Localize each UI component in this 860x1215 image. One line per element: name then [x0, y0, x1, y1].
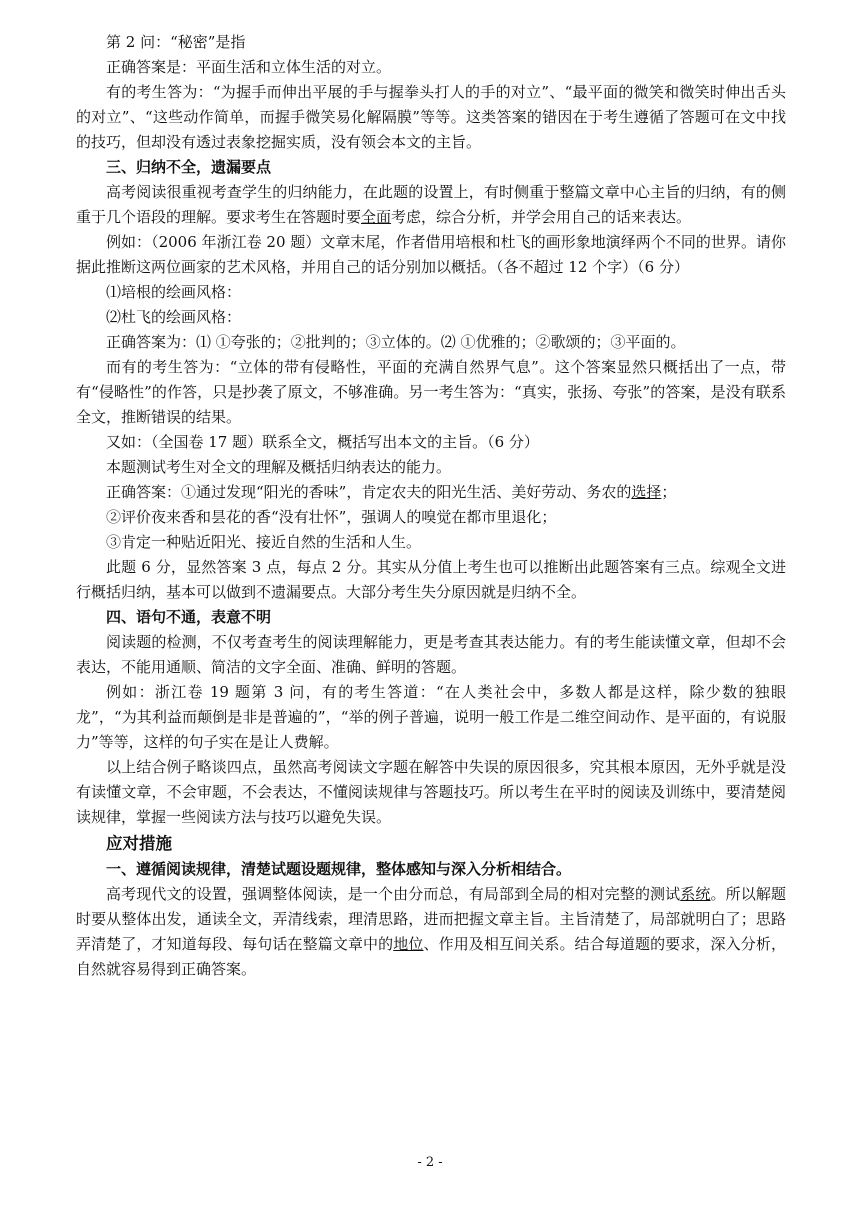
paragraph: 阅读题的检测，不仅考查考生的阅读理解能力，更是考查其表达能力。有的考生能读懂文章，但却不会表达，不能用通顺、简洁的文字全面、准确、鲜明的答题。: [76, 633, 786, 676]
section-heading: 三、归纳不全，遗漏要点: [106, 158, 272, 176]
paragraph: [76, 882, 786, 982]
paragraph: ③肯定一种贴近阳光、接近自然的生活和人生。: [106, 533, 422, 551]
paragraph: 正确答案是：平面生活和立体生活的对立。: [106, 58, 392, 76]
paragraph: 以上结合例子略谈四点，虽然高考阅读文字题在解答中失误的原因很多，究其根本原因，无外乎就是没有读懂文章，不会审题，不会表达，不懂阅读规律与答题技巧。所以考生在平时的阅读及训练中，要清楚阅读规律，掌握一些阅读方法与技巧以避免失误。: [76, 758, 786, 826]
paragraph: 例如：浙江卷 19 题第 3 问，有的考生答道：“在人类社会中，多数人都是这样，除少数的独眼龙”，“为其利益而颠倒是非是普遍的”，“举的例子普遍，说明一般工作是二维空间动作、是平面的，有说服力”等等，这样的句子实在是让人费解。: [76, 683, 786, 751]
paragraph: 此题 6 分，显然答案 3 点，每点 2 分。其实从分值上考生也可以推断出此题答案有三点。综观全文进行概括归纳，基本可以做到不遗漏要点。大部分考生失分原因就是归纳不全。: [76, 558, 786, 601]
text-run: 正确答案：①通过发现“阳光的香味”，肯定农夫的阳光生活、美好劳动、务农的: [106, 483, 632, 501]
underlined-text: 全面: [361, 208, 392, 226]
underlined-text: 选择: [631, 483, 662, 501]
paragraph: 有的考生答为：“为握手而伸出平展的手与握拳头打人的手的对立”、“最平面的微笑和微笑时伸出舌头的对立”、“这些动作简单，而握手微笑易化解隔膜”等等。这类答案的错因在于考生遵循了答题可在文中找的技巧，但却没有透过表象挖掘实质，没有领会本文的主旨。: [76, 83, 786, 151]
document-body: [76, 30, 786, 982]
paragraph: 而有的考生答为：“立体的带有侵略性，平面的充满自然界气息”。这个答案显然只概括出了一点，带有“侵略性”的作答，只是抄袭了原文，不够准确。另一考生答为：“真实，张扬、夸张”的答案，是没有联系全文，推断错误的结果。: [76, 358, 786, 426]
section-heading: 应对措施: [106, 834, 172, 853]
text-run: 高考现代文的设置，强调整体阅读，是一个由分而总，有局部到全局的相对完整的测试: [106, 885, 681, 903]
section-heading: 四、语句不通，表意不明: [106, 608, 272, 626]
text-run: ；: [661, 483, 677, 501]
paragraph: ②评价夜来香和昙花的香“没有壮怀”，强调人的嗅觉在都市里退化；: [106, 508, 557, 526]
underlined-text: 地位: [393, 935, 424, 953]
text-run: 高考阅读很重视考查学生的归纳能力，在此题的设置上，有时侧重于整篇文章中心主旨的归纳，有的侧重于几个语段的理解。要求考生在答题时要: [76, 183, 786, 226]
page-number: - 2 -: [417, 1155, 443, 1170]
paragraph: 正确答案为：⑴ ①夸张的；②批判的；③立体的。⑵ ①优雅的；②歌颂的；③平面的。: [106, 333, 686, 351]
paragraph: 又如：（全国卷 17 题）联系全文，概括写出本文的主旨。（6 分）: [106, 433, 539, 451]
paragraph: 第 2 问：“秘密”是指: [106, 33, 246, 51]
paragraph: [76, 180, 786, 230]
text-run: 、作用及相互间关系。结合每道题的要求，深入分析，自然就容易得到正确答案。: [76, 935, 786, 978]
paragraph: ⑵杜飞的绘画风格：: [106, 308, 242, 326]
paragraph: ⑴培根的绘画风格：: [106, 283, 242, 301]
section-heading: 一、遵循阅读规律，清楚试题设题规律，整体感知与深入分析相结合。: [106, 860, 572, 878]
text-run: 。所以解题时要从整体出发，通读全文，弄清线索，理清思路，进而把握文章主旨。主旨清楚了，局部就明白了；思路弄清楚了，才知道每段、每句话在整篇文章中的: [76, 885, 786, 953]
text-run: 考虑，综合分析，并学会用自己的话来表达。: [391, 208, 692, 226]
paragraph: 例如：（2006 年浙江卷 20 题）文章末尾，作者借用培根和杜飞的画形象地演绎两个不同的世界。请你据此推断这两位画家的艺术风格，并用自己的话分别加以概括。（各不超过 12 个字）（6 分）: [76, 233, 786, 276]
paragraph: 本题测试考生对全文的理解及概括归纳表达的能力。: [106, 458, 452, 476]
underlined-text: 系统: [680, 885, 711, 903]
paragraph: [76, 480, 786, 505]
